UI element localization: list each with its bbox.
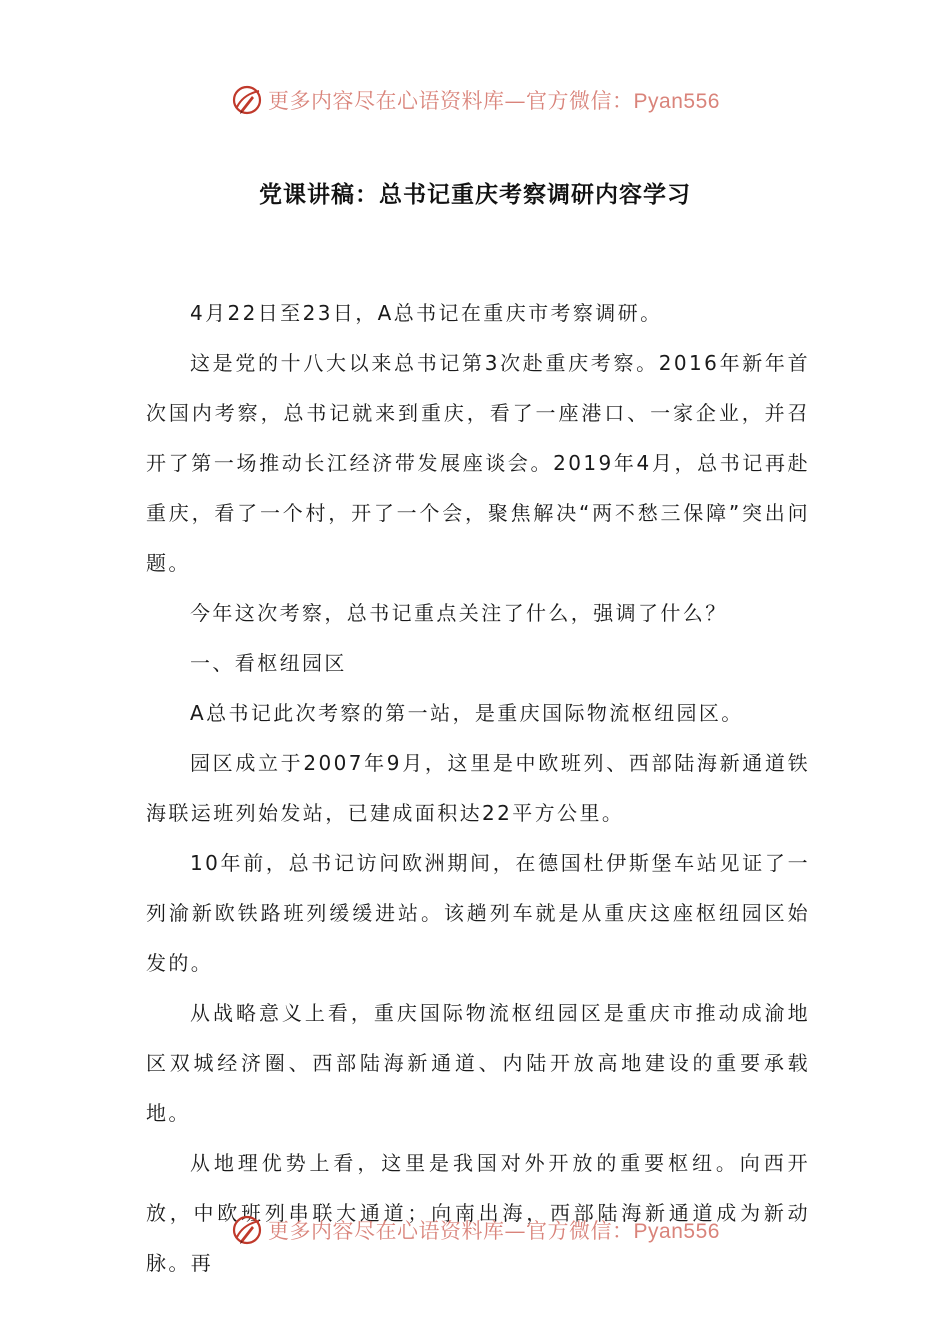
paragraph: 园区成立于2007年9月，这里是中欧班列、西部陆海新通道铁海联运班列始发站，已建成面积达22平方公里。 <box>146 751 810 825</box>
header-banner <box>0 80 950 120</box>
paragraph: 10年前，总书记访问欧洲期间，在德国杜伊斯堡车站见证了一列渝新欧铁路班列缓缓进站。该趟列车就是从重庆这座枢纽园区始发的。 <box>146 851 810 975</box>
wechat-id: Pyan556 <box>633 1220 720 1243</box>
document-title: 党课讲稿：总书记重庆考察调研内容学习 <box>259 182 691 208</box>
banner-text: 更多内容尽在心语资料库—官方微信：Pyan556 <box>268 1219 720 1243</box>
paragraph: 这是党的十八大以来总书记第3次赴重庆考察。2016年新年首次国内考察，总书记就来到重庆，看了一座港口、一家企业，并召开了第一场推动长江经济带发展座谈会。2019年4月，总书记再赴重庆，看了一个村，开了一个会，聚焦解决“两不愁三保障”突出问题。 <box>146 351 810 575</box>
section-heading: 一、看枢纽园区 <box>190 651 347 675</box>
pen-swirl-logo-icon <box>230 83 264 117</box>
paragraph: A总书记此次考察的第一站，是重庆国际物流枢纽园区。 <box>190 701 744 725</box>
footer-banner <box>0 1210 950 1250</box>
paragraph: 从地理优势上看，这里是我国对外开放的重要枢纽。向西开放，中欧班列串联大通道；向南出海，西部陆海新通道成为新动脉。再 <box>146 1151 810 1275</box>
pen-swirl-logo-icon <box>230 1213 264 1247</box>
document-body <box>146 288 810 1288</box>
paragraph: 从战略意义上看，重庆国际物流枢纽园区是重庆市推动成渝地区双城经济圈、西部陆海新通道、内陆开放高地建设的重要承载地。 <box>146 1001 810 1125</box>
banner-text: 更多内容尽在心语资料库—官方微信：Pyan556 <box>268 89 720 113</box>
wechat-id: Pyan556 <box>633 90 720 113</box>
paragraph: 4月22日至23日，A总书记在重庆市考察调研。 <box>190 301 663 325</box>
paragraph: 今年这次考察，总书记重点关注了什么，强调了什么？ <box>190 601 728 625</box>
